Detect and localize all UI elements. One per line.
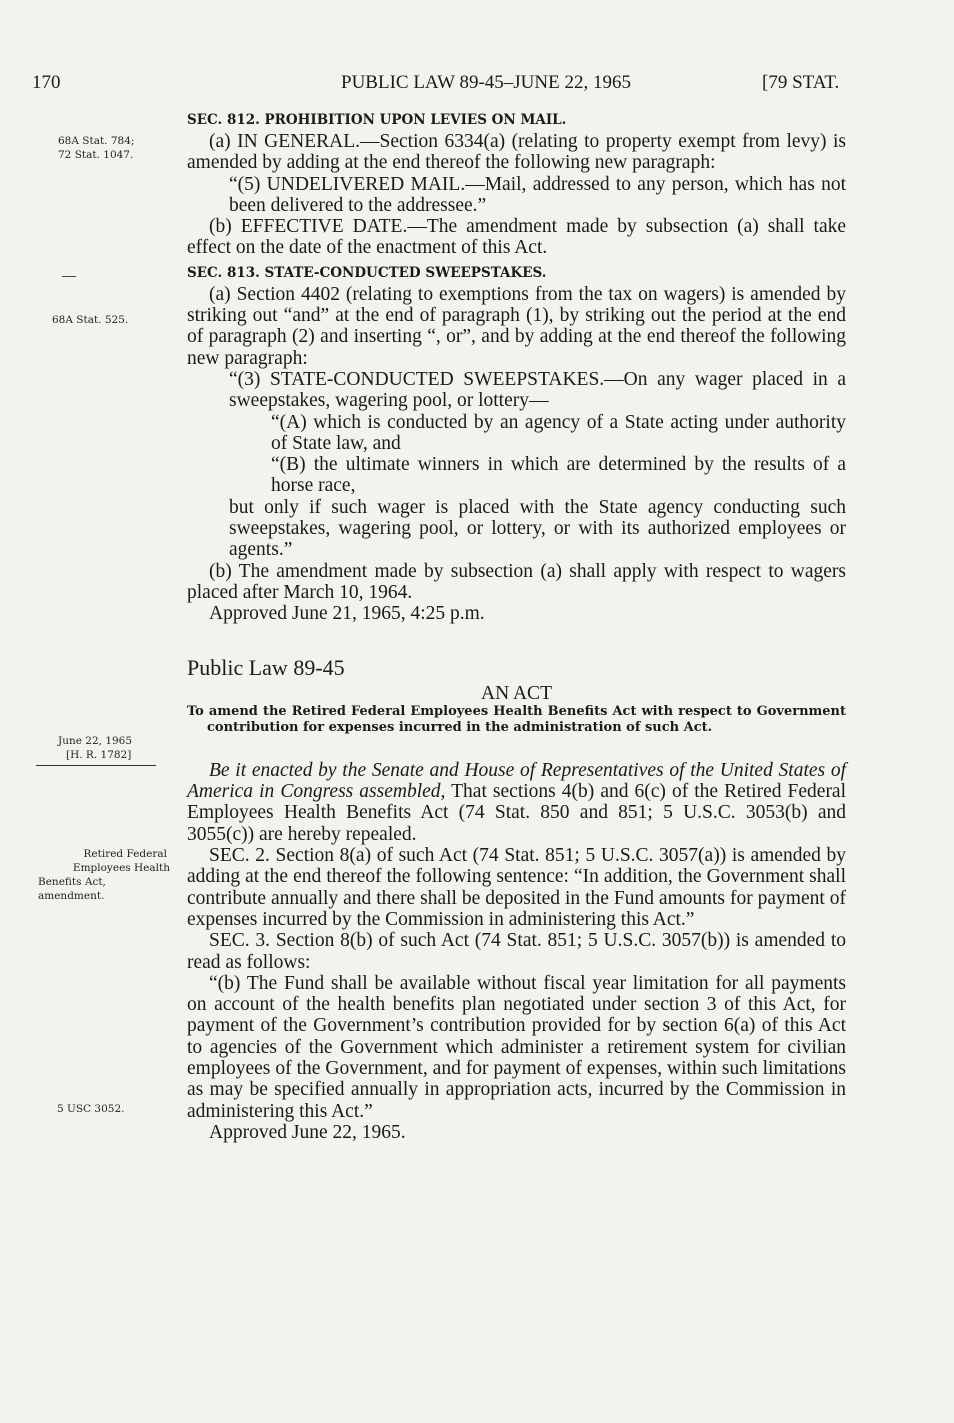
margin-note-line: Benefits Act, xyxy=(38,876,106,888)
act-purpose: To amend the Retired Federal Employees Health Benefits Act with respect to Government contribution for expenses incurred in the administration of such Act. xyxy=(187,703,846,735)
section-813-a3: “(3) STATE-CONDUCTED SWEEPSTAKES.—On any wager placed in a sweepstakes, wagering pool, or lottery— xyxy=(229,368,846,412)
section-812-b: (b) EFFECTIVE DATE.—The amendment made by subsection (a) shall take effect on the date of the enactment of this Act. xyxy=(187,216,846,259)
margin-dash xyxy=(62,276,76,277)
margin-note-line: June 22, 1965 xyxy=(58,735,133,747)
volume-reference: [79 STAT. xyxy=(762,72,840,93)
section-1-text: That sections 4(b) and 6(c) of the Retired Federal Employees Health Benefits Act (74 Stat. 850 and 851; 5 U.S.C. 3053(b) and 3055(c)) are hereby repealed. xyxy=(187,781,847,845)
margin-note-line: 68A Stat. 784; xyxy=(58,135,135,147)
section-813-proviso: but only if such wager is placed with the State agency conducting such sweepstakes, wagering pool, or lottery, or with its authorized employees or agents.” xyxy=(229,496,846,561)
margin-note-line: amendment. xyxy=(38,890,105,902)
running-title: PUBLIC LAW 89-45–JUNE 22, 1965 xyxy=(341,72,631,93)
margin-note-subject xyxy=(38,847,170,903)
section-813-aB: “(B) the ultimate winners in which are determined by the results of a horse race, xyxy=(271,454,846,497)
section-813-a: (a) Section 4402 (relating to exemptions from the tax on wagers) is amended by striking out “and” at the end of paragraph (1), by striking out the period at the end of paragraph (2) and inserting “, or”, and by adding at the end thereof the following new paragraph: xyxy=(187,283,846,369)
section-812-a5: “(5) UNDELIVERED MAIL.—Mail, addressed to any person, which has not been delivered to the addressee.” xyxy=(229,173,846,216)
public-law-title: Public Law 89-45 xyxy=(187,654,345,680)
approval-date-1: Approved June 21, 1965, 4:25 p.m. xyxy=(209,603,485,625)
margin-note-citation-2: 68A Stat. 525. xyxy=(52,314,129,326)
margin-note-citation-3: 5 USC 3052. xyxy=(57,1103,125,1115)
margin-rule xyxy=(36,765,156,766)
section-3-b: “(b) The Fund shall be available without fiscal year limitation for all payments on account of the health benefits plan negotiated under section 3 of this Act, for payment of the Government’s contribution provided for by section 6(a) of this Act to agencies of the Government which administer a retirement system for civilian employees of the Government, and for payment of expenses, within such limitations as may be specified annually in appropriation acts, incurred by the Commission in administering this Act.” xyxy=(187,972,846,1122)
section-812-a: (a) IN GENERAL.—Section 6334(a) (relating to property exempt from levy) is amended by adding at the end thereof the following new paragraph: xyxy=(187,131,846,174)
margin-note-citation-1 xyxy=(58,134,134,162)
section-812-heading: SEC. 812. PROHIBITION UPON LEVIES ON MAIL. xyxy=(187,112,567,128)
section-813-b: (b) The amendment made by subsection (a) shall apply with respect to wagers placed after March 10, 1964. xyxy=(187,560,846,603)
page-number: 170 xyxy=(32,72,61,93)
act-label: AN ACT xyxy=(481,682,552,704)
margin-note-date xyxy=(58,734,132,762)
margin-note-line: Employees Health xyxy=(72,862,170,874)
enacting-formula: Be it enacted by the Senate and House of Representatives of the United States of America in Congress assembled, xyxy=(187,759,846,803)
margin-note-line: Retired Federal xyxy=(83,848,167,860)
section-813-aA: “(A) which is conducted by an agency of a State acting under authority of State law, and xyxy=(271,411,846,454)
main-column xyxy=(187,112,846,1143)
section-2: SEC. 2. Section 8(a) of such Act (74 Stat. 851; 5 U.S.C. 3057(a)) is amended by adding at the end thereof the following sentence: “In addition, the Government shall contribute annually and there shall be deposited in the Fund amounts for payment of expenses incurred by the Commission in administering this Act.” xyxy=(187,845,846,930)
section-813-heading: SEC. 813. STATE-CONDUCTED SWEEPSTAKES. xyxy=(187,264,547,281)
margin-note-line: [H. R. 1782] xyxy=(66,749,132,761)
section-3: SEC. 3. Section 8(b) of such Act (74 Stat. 851; 5 U.S.C. 3057(b)) is amended to read as follows: xyxy=(187,930,846,973)
margin-note-line: 72 Stat. 1047. xyxy=(58,149,134,161)
approval-date-2: Approved June 22, 1965. xyxy=(209,1121,406,1143)
enacting-clause xyxy=(187,760,846,845)
